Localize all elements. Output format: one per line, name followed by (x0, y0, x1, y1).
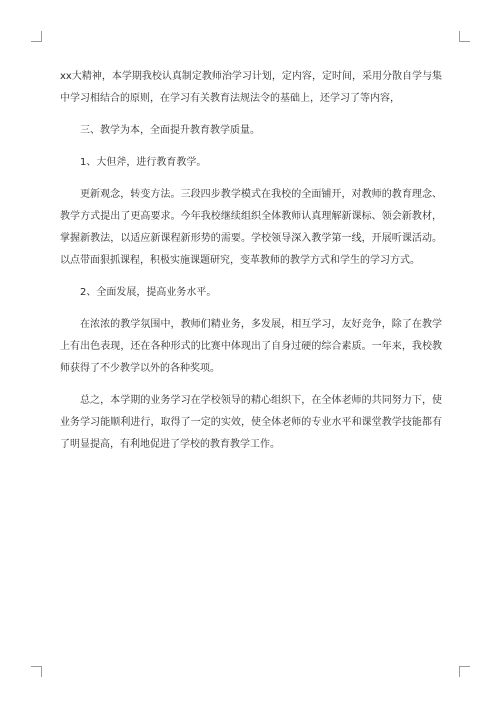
paragraph-summary: 总之，本学期的业务学习在学校领导的精心组织下，在全体老师的共同努力下，使业务学习能顺利进行，取得了一定的实效，使全体老师的专业水平和课堂教学技能都有了明显提高，有利地促进了学校的教育教学工作。 (60, 395, 442, 450)
paragraph-atmosphere: 在浓浓的教学氛围中，教师们精业务，多发展，相互学习，友好竞争，除了在教学上有出色表现，还在各种形式的比赛中体现出了自身过硬的综合素质。一年来，我校教师获得了不少教学以外的各种奖项。 (60, 319, 442, 374)
crop-mark-top-right (459, 31, 470, 42)
crop-mark-bottom-left (31, 666, 42, 677)
subheading-2: 2、全面发展，提高业务水平。 (80, 287, 217, 298)
subheading-1: 1、大但斧，进行教育教学。 (80, 157, 207, 168)
crop-mark-top-left (31, 31, 42, 42)
section-heading-teaching: 三、教学为本，全面提升教育教学质量。 (80, 125, 260, 136)
crop-mark-bottom-right (459, 666, 470, 677)
document-body (60, 66, 442, 466)
paragraph-intro: xx大精神，本学期我校认真制定教师治学习计划，定内容，定时间，采用分散自学与集中学习相结合的原则，在学习有关教育法规法令的基础上，还学习了等内容， (60, 71, 442, 104)
paragraph-update-concepts: 更新观念，转变方法。三段四步教学模式在我校的全面铺开，对教师的教育理念、教学方式提出了更高要求。今年我校继续组织全体教师认真理解新课标、领会新教材，掌握新教法，以适应新课程新形势的需要。学校领导深入教学第一线，开展听课活动。以点带面狠抓课程，积极实施课题研究，变革教师的教学方式和学生的学习方式。 (60, 189, 442, 266)
